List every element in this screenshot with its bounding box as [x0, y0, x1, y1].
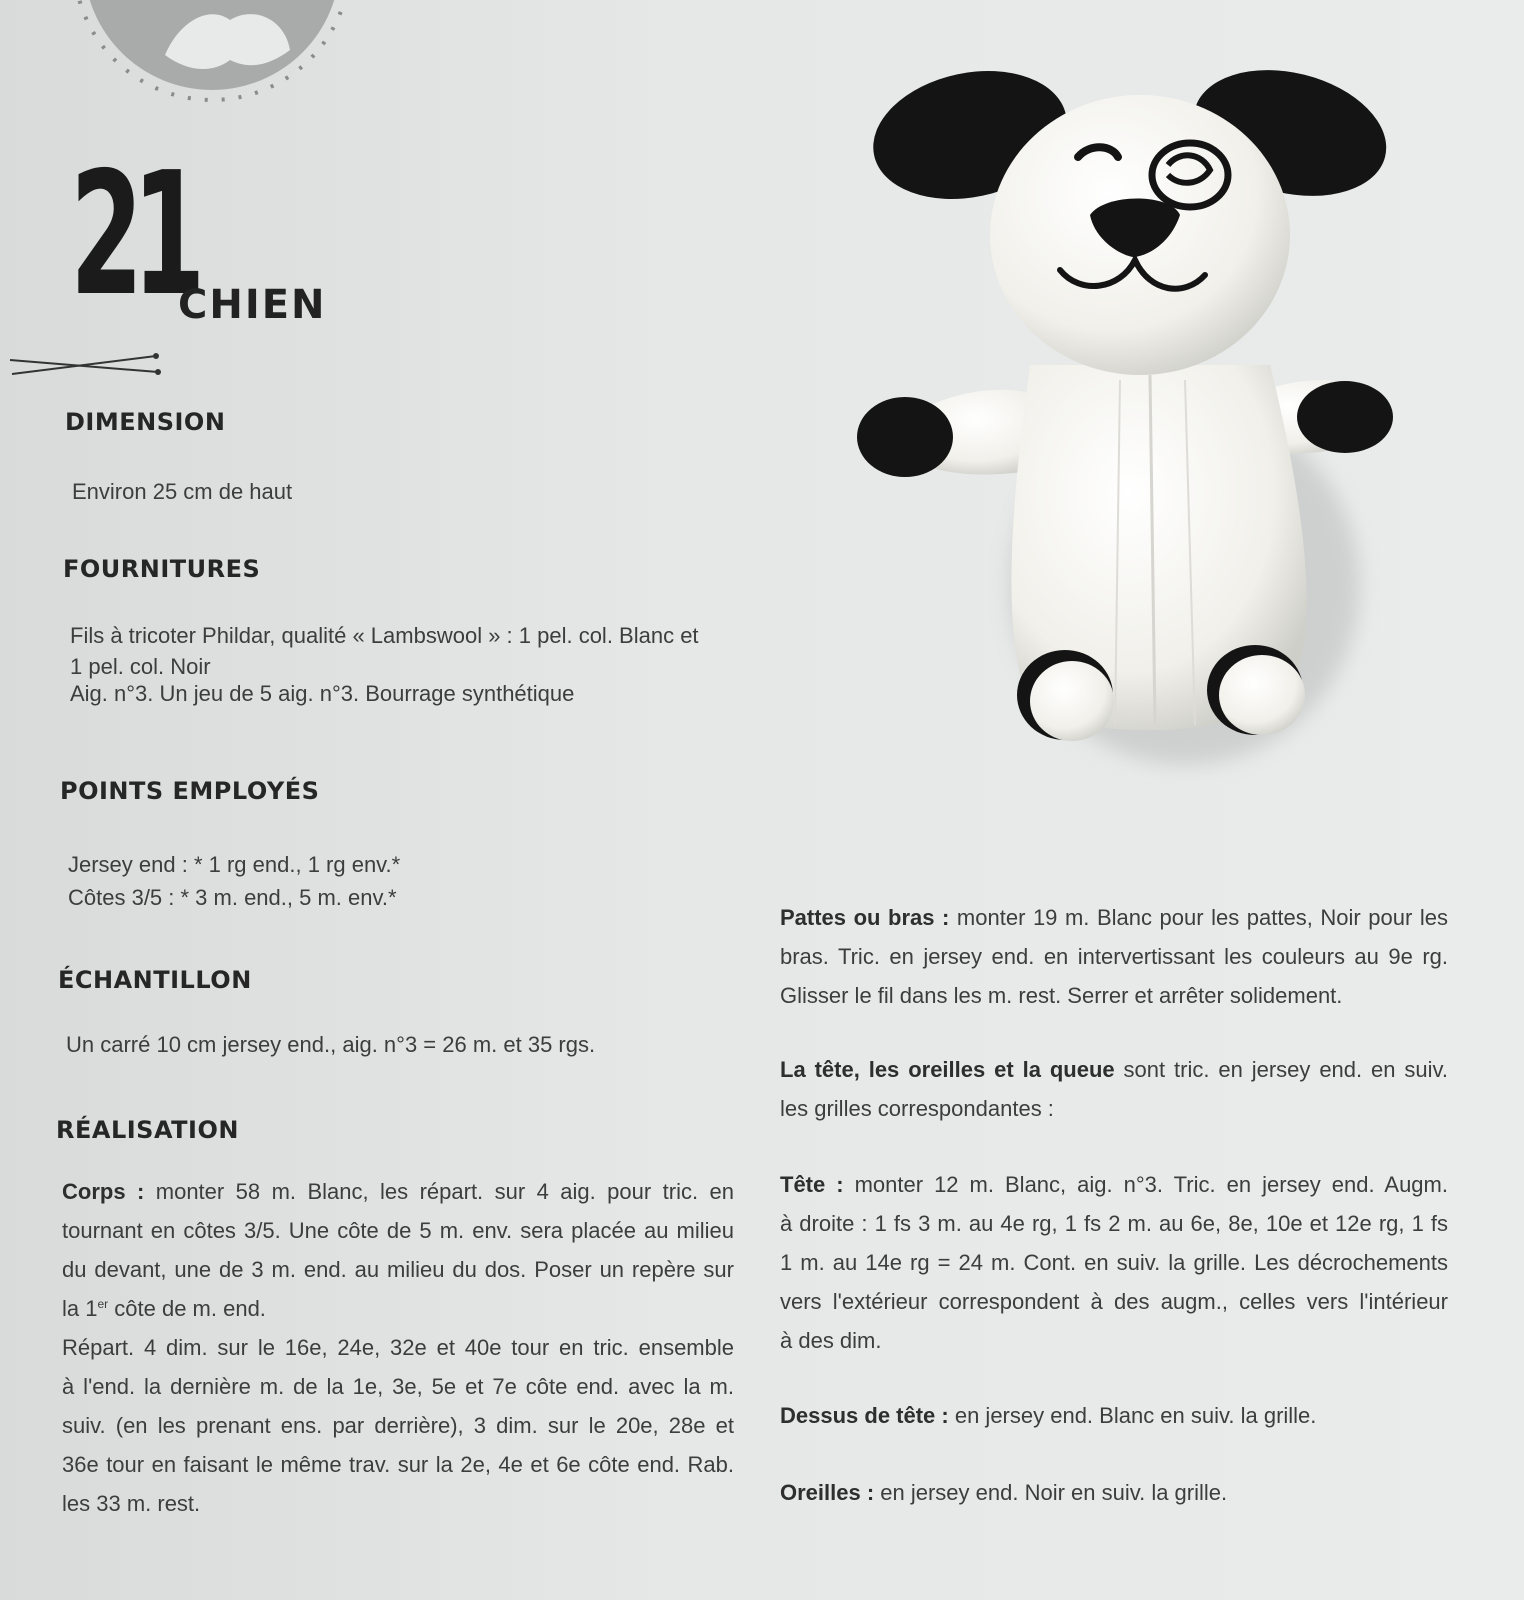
tete-oreilles-label: La tête, les oreilles et la queue [780, 1057, 1115, 1082]
echantillon-heading: ÉCHANTILLON [58, 966, 252, 994]
repart-line: Répart. 4 dim. sur le 16e, 24e, 32e et 40e tour en tric. ensemble [62, 1335, 734, 1360]
tete-text [780, 1165, 1448, 1360]
tete-oreilles-text [780, 1050, 1448, 1128]
points-line: Jersey end : * 1 rg end., 1 rg env.* [68, 852, 401, 877]
tete-oreilles-line [780, 1050, 1448, 1089]
knitting-needles-icon [8, 350, 168, 380]
oreilles-text [780, 1473, 1227, 1512]
realisation-heading: RÉALISATION [56, 1116, 239, 1144]
dimension-heading: DIMENSION [65, 408, 226, 436]
dimension-value: Environ 25 cm de haut [72, 479, 293, 504]
fournitures-text [70, 616, 735, 713]
pattes-text-1: monter 19 m. Blanc pour les pattes, Noir pour les [949, 905, 1448, 930]
tete-label: Tête : [780, 1172, 844, 1197]
pattes-line: bras. Tric. en jersey end. en intervertissant les couleurs au 9e rg. [780, 944, 1448, 969]
oreilles-label: Oreilles : [780, 1480, 875, 1505]
repart-line: 36e tour en faisant le même trav. sur la 2e, 4e et 6e côte end. Rab. [62, 1452, 734, 1477]
dessus-label: Dessus de tête : [780, 1403, 949, 1428]
category-badge-icon [70, 0, 355, 105]
repart-line: les 33 m. rest. [62, 1491, 201, 1516]
dessus-value: en jersey end. Blanc en suiv. la grille. [948, 1403, 1317, 1428]
tete-line: vers l'extérieur correspondent à des augm., celles vers l'intérieur [780, 1289, 1448, 1314]
oreilles-value: en jersey end. Noir en suiv. la grille. [874, 1480, 1228, 1505]
tete-text-1: monter 12 m. Blanc, aig. n°3. Tric. en jersey end. Augm. [843, 1172, 1448, 1197]
repart-line: à l'end. la dernière m. de la 1e, 3e, 5e et 7e côte end. avec la m. [62, 1374, 734, 1399]
tete-line: à des dim. [780, 1328, 882, 1353]
oreilles-line [780, 1473, 1227, 1512]
points-heading: POINTS EMPLOYÉS [60, 777, 320, 805]
fournitures-line: Fils à tricoter Phildar, qualité « Lambswool » : 1 pel. col. Blanc et [70, 623, 699, 648]
corps-line [62, 1289, 734, 1328]
tete-line: à droite : 1 fs 3 m. au 4e rg, 1 fs 2 m. au 6e, 8e, 10e et 12e rg, 1 fs [780, 1211, 1448, 1236]
recipe-title: CHIEN [178, 282, 327, 328]
corps-line: du devant, une de 3 m. end. au milieu du dos. Poser un repère sur [62, 1257, 734, 1282]
echantillon-value: Un carré 10 cm jersey end., aig. n°3 = 26 m. et 35 rgs. [66, 1032, 596, 1057]
ordinal-sup: er [97, 1297, 109, 1311]
points-line: Côtes 3/5 : * 3 m. end., 5 m. env.* [68, 885, 397, 910]
pattes-line: Glisser le fil dans les m. rest. Serrer et arrêter solidement. [780, 983, 1343, 1008]
pattes-label: Pattes ou bras : [780, 905, 950, 930]
fournitures-line: 1 pel. col. Noir [70, 654, 211, 679]
repart-line: suiv. (en les prenant ens. par derrière), 3 dim. sur le 20e, 28e et [62, 1413, 734, 1438]
echantillon-text [66, 1025, 595, 1064]
pattes-line [780, 898, 1448, 937]
corps-text: monter 58 m. Blanc, les répart. sur 4 aig. pour tric. en [144, 1179, 734, 1204]
tete-oreilles-text-1: sont tric. en jersey end. en suiv. [1114, 1057, 1449, 1082]
realisation-text [62, 1172, 734, 1523]
corps-text: côte de m. end. [108, 1296, 266, 1321]
dessus-line [780, 1396, 1316, 1435]
tete-oreilles-line: les grilles correspondantes : [780, 1096, 1054, 1121]
recipe-number: 21 [70, 136, 195, 334]
dimension-text [72, 472, 292, 511]
dessus-text [780, 1396, 1316, 1435]
pattes-text [780, 898, 1448, 1015]
corps-text: la 1 [62, 1296, 98, 1321]
corps-label: Corps : [62, 1179, 145, 1204]
fournitures-heading: FOURNITURES [63, 555, 261, 583]
corps-line: tournant en côtes 3/5. Une côte de 5 m. env. sera placée au milieu [62, 1218, 734, 1243]
points-text [68, 845, 400, 917]
tete-line: 1 m. au 14e rg = 24 m. Cont. en suiv. la grille. Les décrochements [780, 1250, 1448, 1275]
knitted-dog-toy-photo [850, 25, 1450, 785]
fournitures-line: Aig. n°3. Un jeu de 5 aig. n°3. Bourrage synthétique [70, 681, 575, 706]
tete-line [780, 1165, 1448, 1204]
corps-line [62, 1172, 734, 1211]
